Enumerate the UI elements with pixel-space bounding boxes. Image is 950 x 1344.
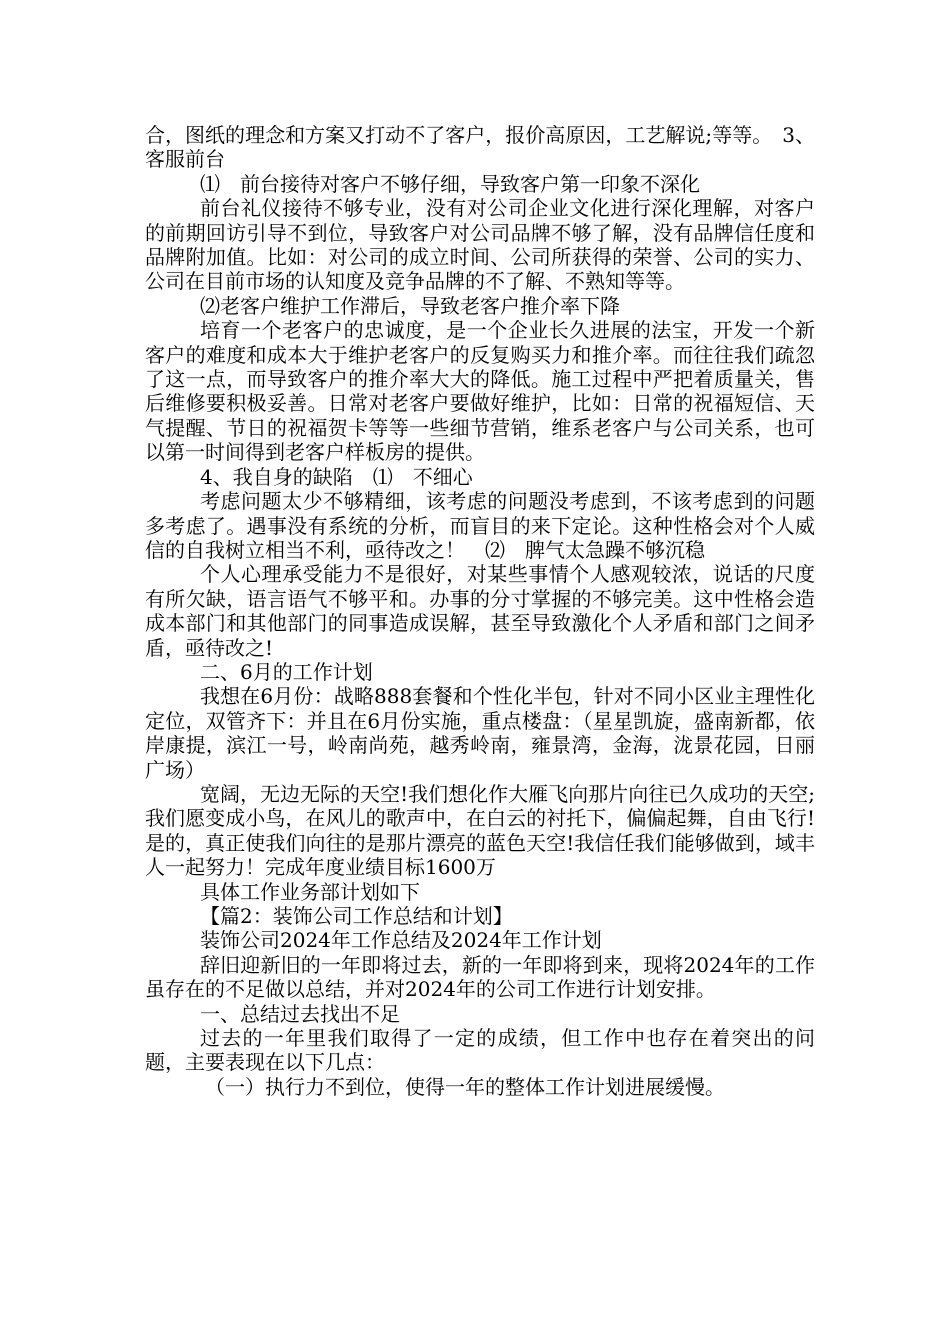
paragraph-5: 培育一个老客户的忠诚度，是一个企业长久进展的法宝，开发一个新客户的难度和成本大于维护老客户的反复购买力和推介率。而往往我们疏忽了这一点，而导致客户的推介率大大的降低。施工过程中严把着质量关，售后维修要积极妥善。日常对老客户要做好维护，比如：日常的祝福短信、天气提醒、节日的祝福贺卡等等一些细节营销，维系老客户与公司关系，也可以第一时间得到老客户样板房的提供。 <box>145 318 815 465</box>
section-heading-june-plan: 二、6月的工作计划 <box>200 659 373 684</box>
document-page <box>145 123 815 1099</box>
paragraph-2: ⑴ 前台接待对客户不够仔细，导致客户第一印象不深化 <box>200 171 700 196</box>
paragraph-8: 个人心理承受能力不是很好，对某些事情个人感观较浓，说话的尺度有所欠缺，语言语气不够平和。办事的分寸掌握的不够完美。这中性格会造成本部门和其他部门的同事造成误解，甚至导致激化个人矛盾和部门之间矛盾，亟待改之! <box>145 562 815 660</box>
paragraph-4: ⑵老客户维护工作滞后，导致老客户推介率下降 <box>200 293 620 318</box>
paragraph-10: 我想在6月份：战略888套餐和个性化半包，针对不同小区业主理性化定位，双管齐下：并且在6月份实施，重点楼盘：（星星凯旋，盛南新都，依岸康提，滨江一号，岭南尚苑，越秀岭南，雍景湾，金海，泷景花园，日丽广场） <box>145 684 815 782</box>
paragraph-7: 考虑问题太少不够精细，该考虑的问题没考虑到，不该考虑到的问题多考虑了。遇事没有系统的分析，而盲目的来下定论。这种性格会对个人威信的自我树立相当不利，亟待改之！ ⑵ 脾气太急躁不够沉稳 <box>145 489 815 562</box>
section-heading-summary: 一、总结过去找出不足 <box>200 1001 400 1026</box>
paragraph-12: 具体工作业务部计划如下 <box>200 879 420 904</box>
paragraph-18: （一）执行力不到位，使得一年的整体工作计划进展缓慢。 <box>205 1074 725 1099</box>
paragraph-11: 宽阔，无边无际的天空!我们想化作大雁飞向那片向往已久成功的天空;我们愿变成小鸟，在风儿的歌声中，在白云的衬托下，偏偏起舞，自由飞行!是的，真正使我们向往的是那片漂亮的蓝色天空!我信任我们能够做到，域丰人一起努力！完成年度业绩目标1600万 <box>145 781 815 880</box>
paragraph-15: 辞旧迎新旧的一年即将过去，新的一年即将到来，现将2024年的工作虽存在的不足做以总结，并对2024年的公司工作进行计划安排。 <box>145 952 815 1002</box>
article-title: 装饰公司2024年工作总结及2024年工作计划 <box>200 928 602 953</box>
paragraph-1: 合，图纸的理念和方案又打动不了客户，报价高原因，工艺解说;等等。 3、客服前台 <box>145 123 815 172</box>
paragraph-6: 4、我自身的缺陷 ⑴ 不细心 <box>200 464 473 489</box>
article-heading: 【篇2：装饰公司工作总结和计划】 <box>200 904 513 928</box>
paragraph-3: 前台礼仪接待不够专业，没有对公司企业文化进行深化理解，对客户的前期回访引导不到位，导致客户对公司品牌不够了解，没有品牌信任度和品牌附加值。比如：对公司的成立时间、公司所获得的荣誉、公司的实力、公司在目前市场的认知度及竞争品牌的不了解、不熟知等等。 <box>145 196 815 294</box>
paragraph-17: 过去的一年里我们取得了一定的成绩，但工作中也存在着突出的问题，主要表现在以下几点： <box>145 1026 815 1075</box>
